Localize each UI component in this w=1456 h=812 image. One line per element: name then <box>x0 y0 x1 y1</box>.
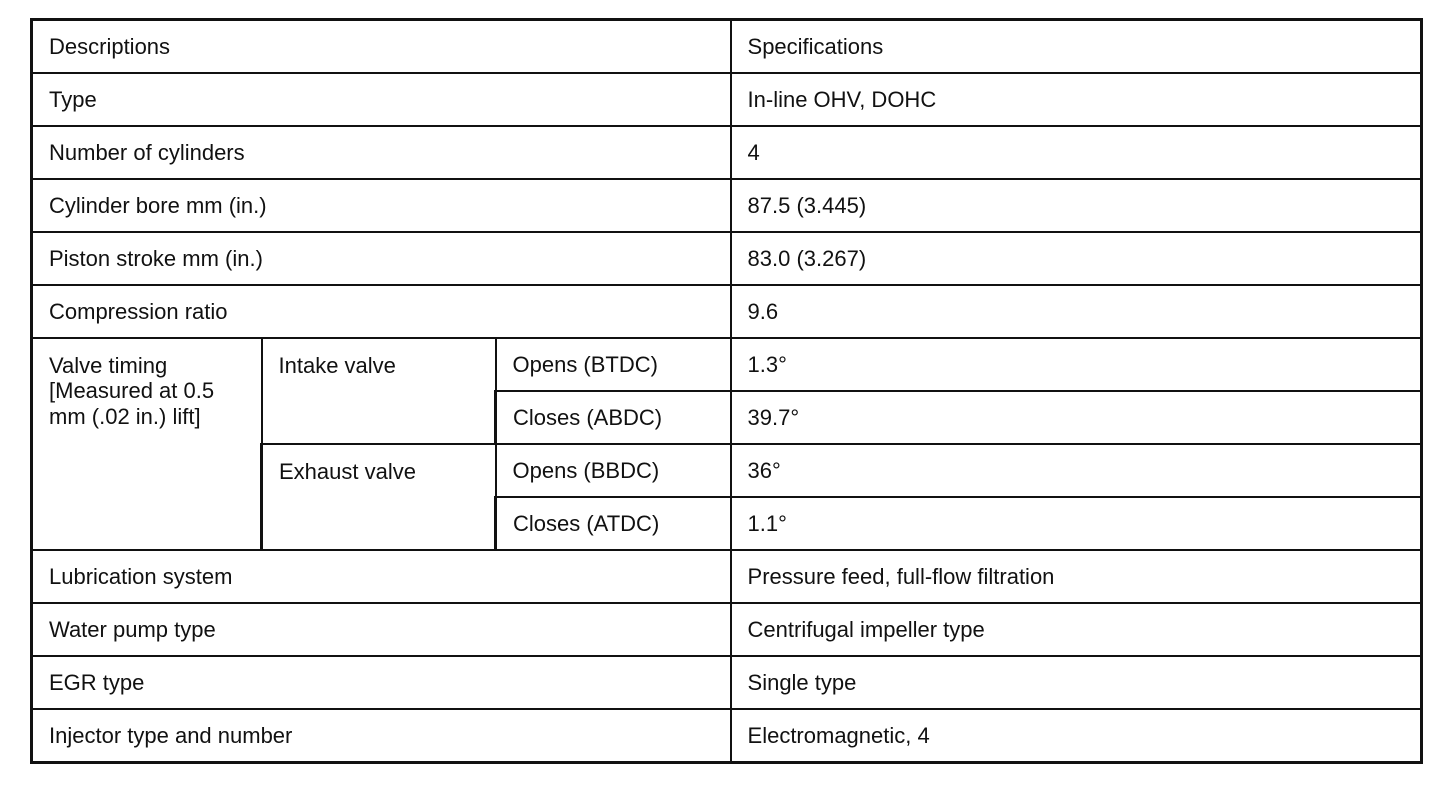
row-value: 4 <box>731 126 1422 179</box>
table-row <box>32 179 1422 232</box>
row-value: 9.6 <box>731 285 1422 338</box>
row-label: Type <box>32 73 731 126</box>
row-value: Single type <box>731 656 1422 709</box>
header-descriptions: Descriptions <box>32 20 731 74</box>
valve-timing-label: Valve timing [Measured at 0.5 mm (.02 in.) lift] <box>32 338 262 550</box>
row-label: Number of cylinders <box>32 126 731 179</box>
engine-specifications-table <box>30 18 1423 764</box>
row-value: Centrifugal impeller type <box>731 603 1422 656</box>
table-row <box>32 550 1422 603</box>
valve-timing-row <box>32 338 1422 391</box>
table-row <box>32 709 1422 763</box>
row-label: Lubrication system <box>32 550 731 603</box>
row-label: Water pump type <box>32 603 731 656</box>
table-row <box>32 656 1422 709</box>
row-value: 87.5 (3.445) <box>731 179 1422 232</box>
table-row <box>32 126 1422 179</box>
header-specifications: Specifications <box>731 20 1422 74</box>
row-label: EGR type <box>32 656 731 709</box>
table-row <box>32 73 1422 126</box>
intake-closes-value: 39.7° <box>731 391 1422 444</box>
row-value: 83.0 (3.267) <box>731 232 1422 285</box>
intake-valve-label: Intake valve <box>262 338 496 444</box>
row-label: Cylinder bore mm (in.) <box>32 179 731 232</box>
exhaust-opens-label: Opens (BBDC) <box>496 444 731 497</box>
row-label: Piston stroke mm (in.) <box>32 232 731 285</box>
row-value: Pressure feed, full-flow filtration <box>731 550 1422 603</box>
row-label: Injector type and number <box>32 709 731 763</box>
row-value: Electromagnetic, 4 <box>731 709 1422 763</box>
table-row <box>32 603 1422 656</box>
intake-opens-value: 1.3° <box>731 338 1422 391</box>
exhaust-closes-value: 1.1° <box>731 497 1422 550</box>
intake-opens-label: Opens (BTDC) <box>496 338 731 391</box>
table-header-row <box>32 20 1422 74</box>
exhaust-valve-label: Exhaust valve <box>262 444 496 550</box>
exhaust-closes-label: Closes (ATDC) <box>496 497 731 550</box>
table-row <box>32 232 1422 285</box>
row-label: Compression ratio <box>32 285 731 338</box>
table-row <box>32 285 1422 338</box>
row-value: In-line OHV, DOHC <box>731 73 1422 126</box>
intake-closes-label: Closes (ABDC) <box>496 391 731 444</box>
exhaust-opens-value: 36° <box>731 444 1422 497</box>
